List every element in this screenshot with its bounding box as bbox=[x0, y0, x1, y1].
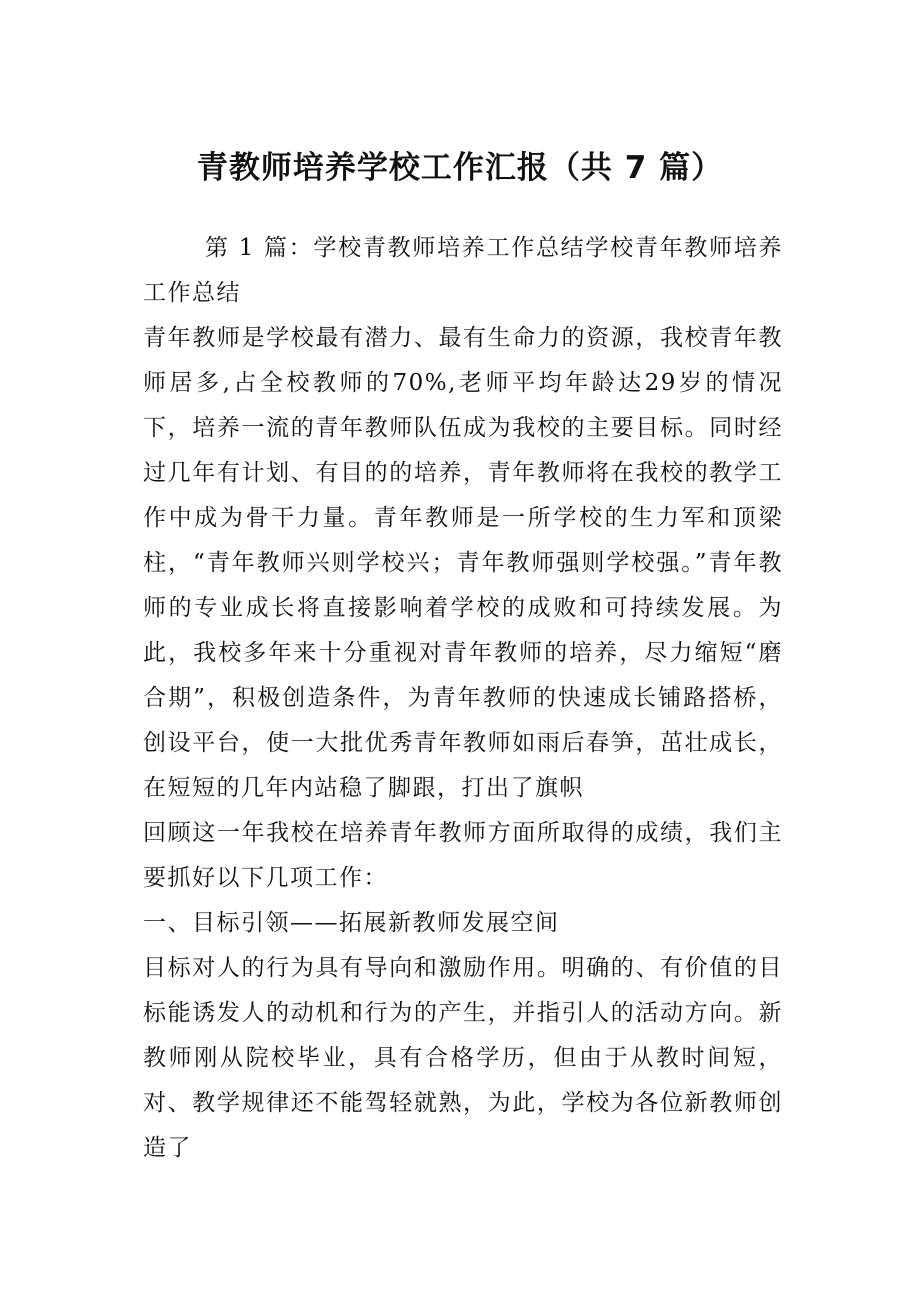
paragraph-intro: 青年教师是学校最有潜力、最有生命力的资源，我校青年教师居多,占全校教师的70%,老师平均年龄达29岁的情况下，培养一流的青年教师队伍成为我校的主要目标。同时经过几年有计划、有目的的培养，青年教师将在我校的教学工作中成为骨干力量。青年教师是一所学校的生力军和顶梁柱，“青年教师兴则学校兴；青年教师强则学校强。”青年教师的专业成长将直接影响着学校的成败和可持续发展。为此，我校多年来十分重视对青年教师的培养，尽力缩短“磨合期”，积极创造条件，为青年教师的快速成长铺路搭桥，创设平台，使一大批优秀青年教师如雨后春笋，茁壮成长，在短短的几年内站稳了脚跟，打出了旗帜 bbox=[143, 325, 783, 801]
document-body bbox=[143, 226, 783, 1171]
paragraph-goal: 目标对人的行为具有导向和激励作用。明确的、有价值的目标能诱发人的动机和行为的产生，并指引人的活动方向。新教师刚从院校毕业，具有合格学历，但由于从教时间短，对、教学规律还不能驾轻就熟，为此，学校为各位新教师创造了 bbox=[143, 955, 783, 1161]
paragraph-review: 回顾这一年我校在培养青年教师方面所取得的成绩，我们主要抓好以下几项工作： bbox=[143, 820, 783, 891]
section-heading-goal-guidance: 一、目标引领——拓展新教师发展空间 bbox=[143, 910, 560, 936]
section-heading-part-1: 第 1 篇：学校青教师培养工作总结学校青年教师培养工作总结 bbox=[143, 235, 783, 306]
document-title: 青教师培养学校工作汇报（共 7 篇） bbox=[196, 150, 724, 186]
